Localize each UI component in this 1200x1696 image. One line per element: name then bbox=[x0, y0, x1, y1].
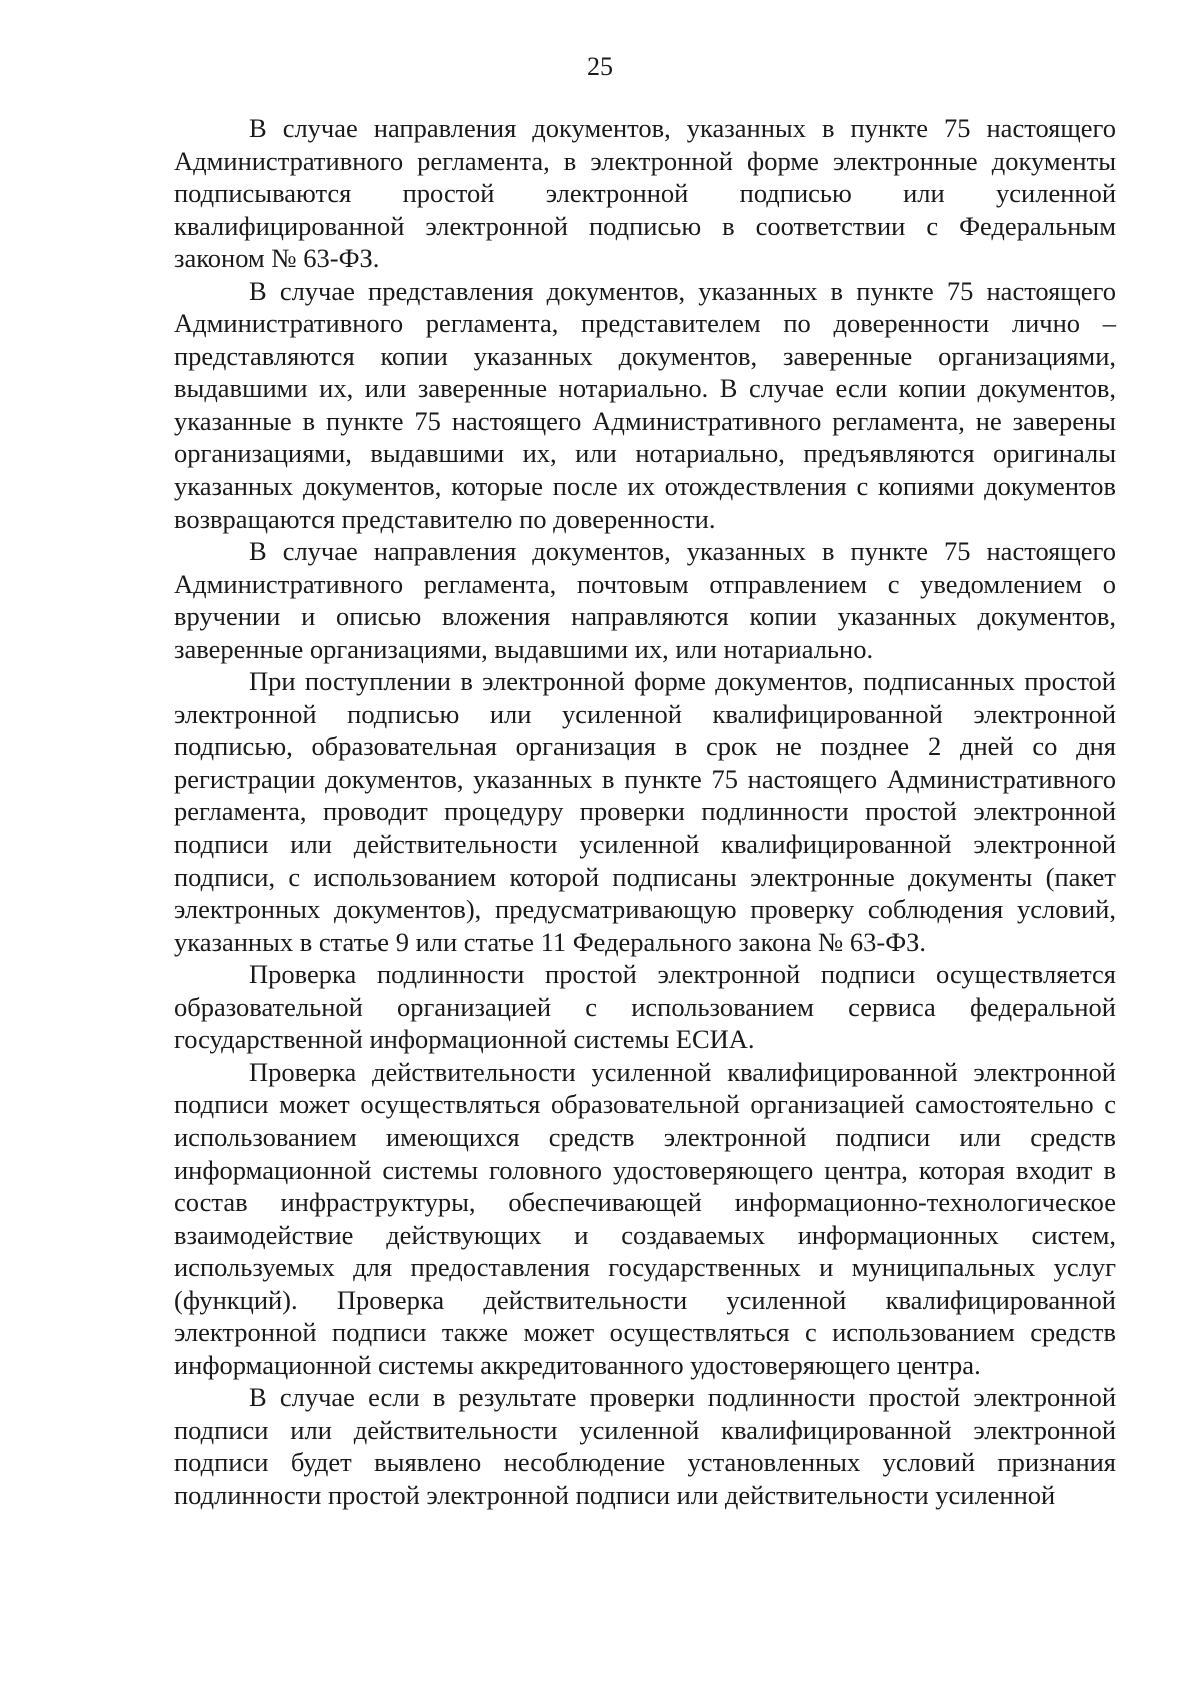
paragraph-2: В случае представления документов, указанных в пункте 75 настоящего Административного регламента, представителем по доверенности лично – представляются копии указанных документов, заверенные организациями, выдавшими их, или заверенные нотариально. В случае если копии документов, указанные в пункте 75 настоящего Административного регламента, не заверены организациями, выдавшими их, или нотариально, предъявляются оригиналы указанных документов, которые после их отождествления с копиями документов возвращаются представителю по доверенности. bbox=[174, 275, 1116, 534]
paragraph-3: В случае направления документов, указанных в пункте 75 настоящего Административного регламента, почтовым отправлением с уведомлением о вручении и описью вложения направляются копии указанных документов, заверенные организациями, выдавшими их, или нотариально. bbox=[174, 536, 1116, 664]
paragraph-7: В случае если в результате проверки подлинности простой электронной подписи или действительности усиленной квалифицированной электронной подписи будет выявлено несоблюдение установленных условий признания подлинности простой электронной подписи или действительности усиленной bbox=[174, 1382, 1116, 1510]
page-number: 25 bbox=[587, 52, 613, 81]
paragraph-6: Проверка действительности усиленной квалифицированной электронной подписи может осуществляться образовательной организацией самостоятельно с использованием имеющихся средств электронной подписи или средств информационной системы головного удостоверяющего центра, которая входит в состав инфраструктуры, обеспечивающей информационно-технологическое взаимодействие действующих и создаваемых информационных систем, используемых для предоставления государственных и муниципальных услуг (функций). Проверка действительности усиленной квалифицированной электронной подписи также может осуществляться с использованием средств информационной системы аккредитованного удостоверяющего центра. bbox=[174, 1056, 1116, 1380]
document-body bbox=[174, 112, 1116, 1512]
paragraph-4: При поступлении в электронной форме документов, подписанных простой электронной подписью или усиленной квалифицированной электронной подписью, образовательная организация в срок не позднее 2 дней со дня регистрации документов, указанных в пункте 75 настоящего Административного регламента, проводит процедуру проверки подлинности простой электронной подписи или действительности усиленной квалифицированной электронной подписи, с использованием которой подписаны электронные документы (пакет электронных документов), предусматривающую проверку соблюдения условий, указанных в статье 9 или статье 11 Федерального закона № 63-ФЗ. bbox=[174, 666, 1116, 957]
paragraph-1: В случае направления документов, указанных в пункте 75 настоящего Административного регламента, в электронной форме электронные документы подписываются простой электронной подписью или усиленной квалифицированной электронной подписью в соответствии с Федеральным законом № 63-ФЗ. bbox=[174, 113, 1116, 274]
paragraph-5: Проверка подлинности простой электронной подписи осуществляется образовательной организацией с использованием сервиса федеральной государственной информационной системы ЕСИА. bbox=[174, 959, 1116, 1055]
